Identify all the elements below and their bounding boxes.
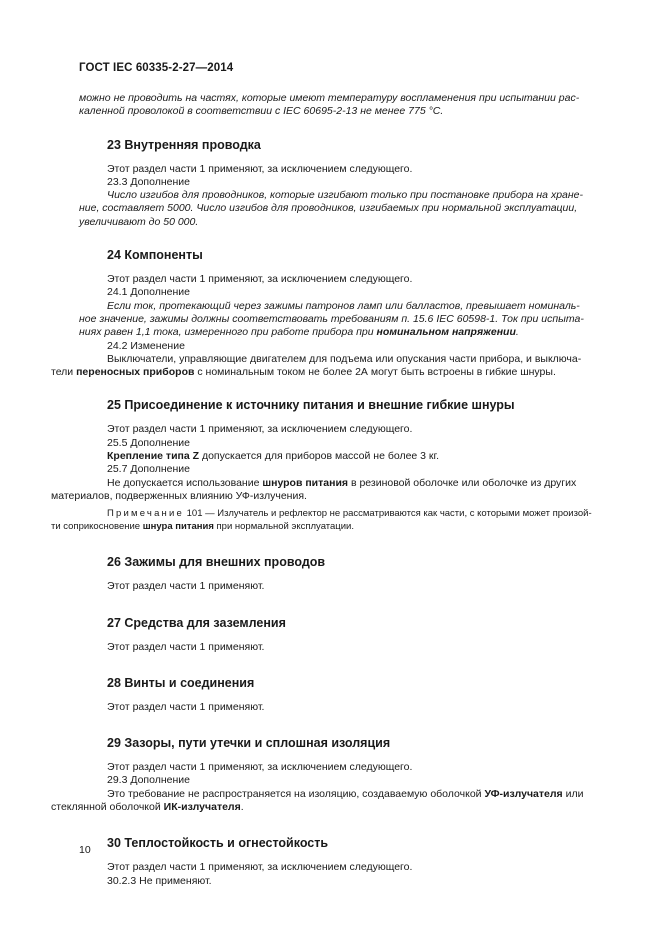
clause-24-1: 24.1 Дополнение [107, 286, 190, 299]
section-29-intro: Этот раздел части 1 применяют, за исключением следующего. [107, 761, 413, 774]
clause-29-3-text: Это требование не распространяется на изоляцию, создаваемую оболочкой УФ-излучателя или стеклянной оболочкой ИК-излучателя. [51, 787, 584, 814]
section-23-intro: Этот раздел части 1 применяют, за исключением следующего. [107, 162, 413, 175]
intro-text: можно не проводить на частях, которые имеют температуру воспламенения при испытании рас- каленной проволокой в соответствии с IEC 60695-2-13 не менее 775 °С. [79, 92, 580, 118]
section-25-intro: Этот раздел части 1 применяют, за исключением следующего. [107, 423, 413, 436]
clause-23-3-text: Число изгибов для проводников, которые изгибают только при постановке прибора на хране- ние, составляет 5000. Число изгибов для проводников, изгибаемых при нормальной эксплуатации, увеличивают до 50 000. [79, 189, 583, 228]
document-header: ГОСТ IEC 60335-2-27—2014 [79, 62, 234, 74]
section-24-intro: Этот раздел части 1 применяют, за исключением следующего. [107, 273, 413, 286]
section-28-text: Этот раздел части 1 применяют. [107, 700, 265, 713]
section-24-title: 24 Компоненты [107, 248, 203, 263]
section-30-title: 30 Теплостойкость и огнестойкость [107, 836, 329, 851]
clause-25-7-text: Не допускается использование шнуров питания в резиновой оболочке или оболочке из других материалов, подверженных влиянию УФ-излучения. [51, 476, 577, 502]
clause-24-2-text: Выключатели, управляющие двигателем для подъема или опускания части прибора, и выключа- тели переносных приборов с номинальным током не более 2А могут быть встроены в гибкие шнуры. [51, 352, 582, 379]
section-27-text: Этот раздел части 1 применяют. [107, 640, 265, 653]
section-30-intro: Этот раздел части 1 применяют, за исключением следующего. [107, 861, 413, 874]
clause-29-3: 29.3 Дополнение [107, 774, 190, 787]
clause-24-1-text: Если ток, протекающий через зажимы патронов ламп или балластов, превышает номиналь- ное значение, зажимы должны соответствовать требованиям п. 15.6 IEC 60598-1. Ток при испыта- ниях равен 1,1 тока, измеренного при работе прибора при номинальном напряжении. [79, 299, 584, 339]
section-23-title: 23 Внутренняя проводка [107, 137, 261, 152]
section-26-text: Этот раздел части 1 применяют. [107, 580, 265, 593]
clause-30-2-3: 30.2.3 Не применяют. [107, 874, 212, 887]
clause-25-7: 25.7 Дополнение [107, 463, 190, 476]
clause-25-5-text: Крепление типа Z допускается для приборов массой не более 3 кг. [107, 450, 439, 463]
section-25-title: 25 Присоединение к источнику питания и внешние гибкие шнуры [107, 398, 515, 413]
document-body [51, 92, 615, 888]
clause-25-5: 25.5 Дополнение [107, 436, 190, 449]
section-29-title: 29 Зазоры, пути утечки и сплошная изоляция [107, 736, 391, 751]
note-101: Примечание 101 — Излучатель и рефлектор не рассматриваются как части, с которыми может произой- ти соприкосновение шнура питания при нормальной эксплуатации. [51, 508, 592, 532]
section-28-title: 28 Винты и соединения [107, 675, 255, 690]
section-26-title: 26 Зажимы для внешних проводов [107, 555, 326, 570]
section-27-title: 27 Средства для заземления [107, 615, 286, 630]
clause-24-2: 24.2 Изменение [107, 339, 185, 352]
clause-23-3: 23.3 Дополнение [107, 175, 190, 188]
page-number: 10 [79, 844, 91, 856]
